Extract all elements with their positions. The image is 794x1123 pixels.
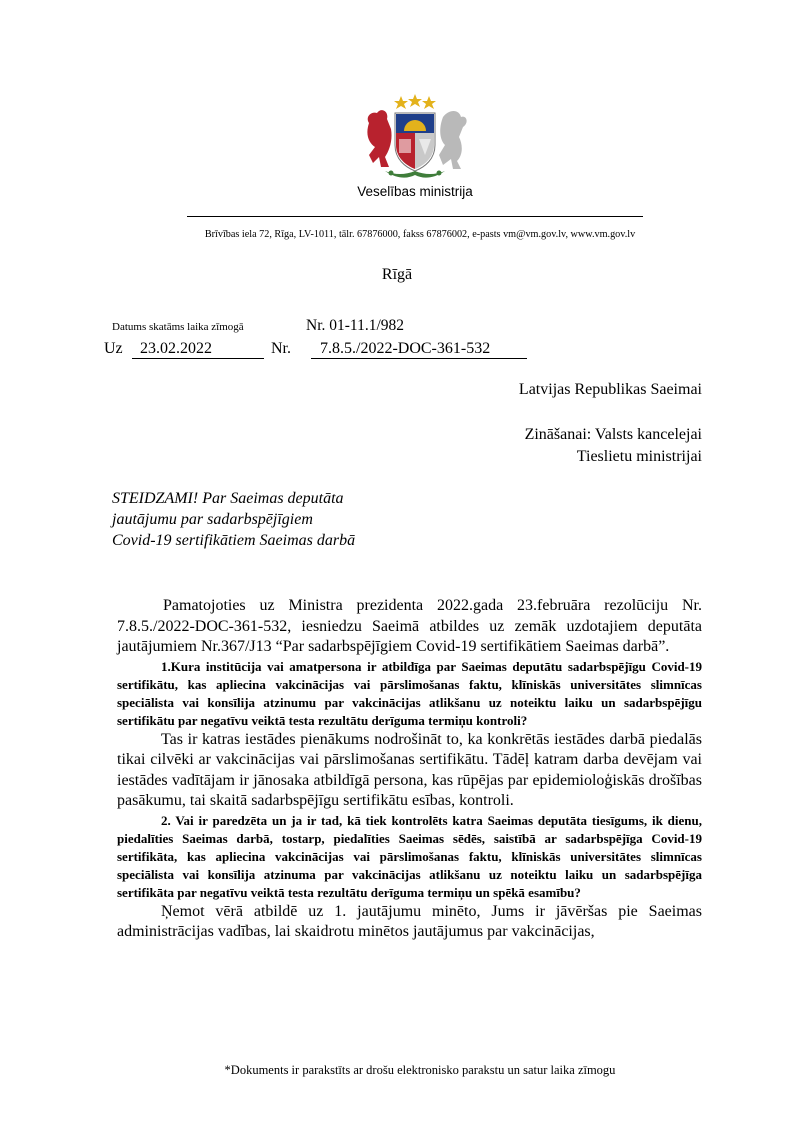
cc-line: Zināšanai: Valsts kancelejai: [524, 426, 702, 443]
answer-1: Tas ir katras iestādes pienākums nodrošināt to, ka konkrētās iestādes darbā piedalās tikai cilvēki ar vakcinācijas vai pārslimošanas sertifikātu. Tādēļ katram darba devējam vai iestādes vadītājam ir jānosaka atbildīgā persona, kas rūpējas par epidemioloģiskās drošības pasākumu, tai skaitā sadarbspējīgu sertifikātu esības, kontroli.: [117, 730, 702, 809]
ministry-name: Veselības ministrija: [357, 184, 473, 199]
header-divider: [187, 216, 643, 217]
question-1: 1.Kura institūcija vai amatpersona ir atbildīga par Saeimas deputātu sadarbspējīgu Covid-19 sertifikātu, kas apliecina vakcinācijas vai pārslimošanas faktu, klīniskās universitātes slimnīcas speciālista vai konsīlija atzinumu par vakcinācijas atlikšanu uz noteiktu laiku un sadarbspējīgu sertifikātu par negatīvu veiktā testa rezultātu derīguma termiņu kontroli?: [117, 658, 702, 728]
outgoing-number: Nr. 01-11.1/982: [306, 317, 405, 334]
stars-icon: [394, 94, 436, 109]
question-2: 2. Vai ir paredzēta un ja ir tad, kā tiek kontrolēts katra Saeimas deputāta tiesīgums, ik dienu, piedalīties Saeimas darbā, tostarp, piedalīties Saeimas sēdēs, saistībā ar sadarbspējīga Covid-19 sertifikāta, kas apliecina vakcinācijas vai pārslimošanas faktu, klīniskās universitātes slimnīcas speciālista vai konsīlija atzinuma par vakcinācijas atlikšanu uz noteiktu laiku un sadarbspējīga sertifikāta par negatīvu veiktā testa rezultātu derīguma termiņu un spēkā esamību?: [117, 812, 702, 900]
subject-line: Covid-19 sertifikātiem Saeimas darbā: [112, 532, 356, 549]
uz-label: Uz: [104, 340, 123, 357]
subject-line: STEIDZAMI! Par Saeimas deputāta: [112, 490, 344, 507]
griffin-icon: [439, 111, 467, 169]
timestamp-label: Datums skatāms laika zīmogā: [112, 321, 244, 333]
oak-branch-icon: [385, 171, 445, 178]
signature-note: *Dokuments ir parakstīts ar drošu elektronisko parakstu un satur laika zīmogu: [224, 1063, 616, 1077]
subject: [112, 488, 472, 551]
nr-label: Nr.: [271, 340, 291, 357]
subject-line: jautājumu par sadarbspējīgiem: [112, 511, 313, 528]
shield-icon: [395, 113, 435, 171]
reference-number: 7.8.5./2022-DOC-361-532: [311, 340, 527, 359]
reference-date: 23.02.2022: [132, 340, 264, 359]
address-line: Brīvības iela 72, Rīga, LV-1011, tālr. 67876000, fakss 67876002, e-pasts vm@vm.gov.lv, www.vm.gov.lv: [204, 229, 636, 240]
cc-line: Tieslietu ministrijai: [576, 448, 702, 465]
cc-addressees: [400, 424, 702, 468]
intro-paragraph: Pamatojoties uz Ministra prezidenta 2022.gada 23.februāra rezolūciju Nr. 7.8.5./2022-DOC-361-532, iesniedzu Saeimā atbildes uz zemāk uzdotajiem deputāta jautājumiem Nr.367/J13 “Par sadarbspējīgiem Covid-19 sertifikātiem Saeimas darbā”.: [117, 597, 702, 655]
coat-of-arms-logo: [355, 93, 475, 181]
main-addressee: Latvijas Republikas Saeimai: [518, 381, 702, 398]
answer-2: Ņemot vērā atbildē uz 1. jautājumu minēto, Jums ir jāvēršas pie Saeimas administrācijas vadības, lai skaidrotu minētos jautājumus par vakcinācijas,: [117, 902, 702, 940]
red-lion-icon: [367, 110, 391, 167]
letter-body: [117, 596, 702, 943]
city: Rīgā: [381, 266, 413, 283]
